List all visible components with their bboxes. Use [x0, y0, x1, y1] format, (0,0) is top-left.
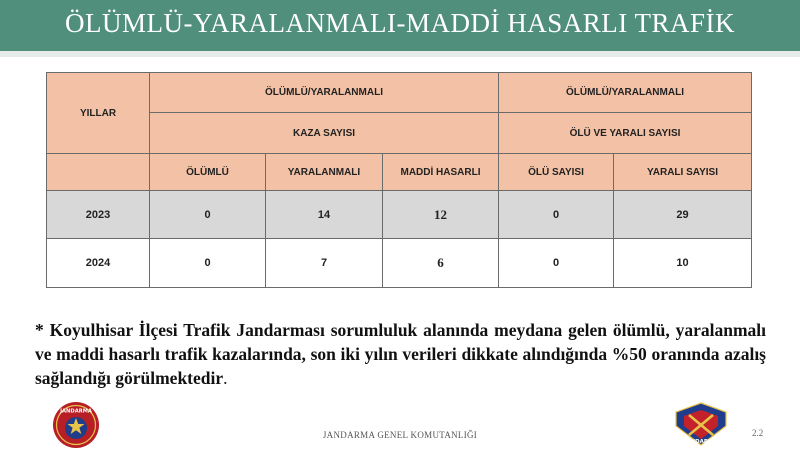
cell-injury: 14: [266, 191, 383, 239]
page-number: 2.2: [752, 428, 764, 438]
logo-right-text: JANDARMA: [684, 439, 718, 445]
cell-injury: 7: [266, 239, 383, 288]
cell-injured: 10: [614, 239, 752, 288]
table-row: [47, 191, 752, 239]
traffic-stats-table: [46, 72, 752, 288]
summary-note: [35, 318, 766, 390]
header-years: YILLAR: [47, 73, 150, 154]
gendarmerie-emblem-right: [674, 402, 728, 446]
cell-fatal: 0: [150, 239, 266, 288]
summary-note-text: * Koyulhisar İlçesi Trafik Jandarması sorumluluk alanında meydana gelen ölümlü, yaralanmalı ve maddi hasarlı trafik kazalarında, son iki yılın verileri dikkate alındığında %50 oranında azalış sağlandığı görülmektedir: [35, 320, 766, 388]
cell-injured: 29: [614, 191, 752, 239]
header-col-injury: YARALANMALI: [266, 154, 383, 191]
cell-damage: 12: [383, 191, 499, 239]
footer-organization: JANDARMA GENEL KOMUTANLIĞI: [322, 430, 478, 440]
header-col-damage: MADDİ HASARLI: [383, 154, 499, 191]
cell-deaths: 0: [499, 239, 614, 288]
header-blank: [47, 154, 150, 191]
logo-left-text: JANDARMA: [60, 408, 92, 415]
cell-deaths: 0: [499, 191, 614, 239]
header-group-right: ÖLÜMLÜ/YARALANMALI: [499, 73, 752, 113]
row-year: 2023: [47, 191, 150, 239]
cell-damage: 6: [383, 239, 499, 288]
page-title: ÖLÜMLÜ-YARALANMALI-MADDİ HASARLI TRAFİK: [65, 8, 735, 38]
header-casualty-count: ÖLÜ VE YARALI SAYISI: [499, 113, 752, 154]
cell-fatal: 0: [150, 191, 266, 239]
header-accident-count: KAZA SAYISI: [150, 113, 499, 154]
table-row: [47, 239, 752, 288]
header-group-left: ÖLÜMLÜ/YARALANMALI: [150, 73, 499, 113]
row-year: 2024: [47, 239, 150, 288]
header-col-fatal: ÖLÜMLÜ: [150, 154, 266, 191]
gendarmerie-emblem-left: [52, 401, 100, 449]
summary-note-end: .: [223, 368, 228, 388]
title-underline: [0, 51, 800, 57]
header-col-injured: YARALI SAYISI: [614, 154, 752, 191]
header-col-deaths: ÖLÜ SAYISI: [499, 154, 614, 191]
